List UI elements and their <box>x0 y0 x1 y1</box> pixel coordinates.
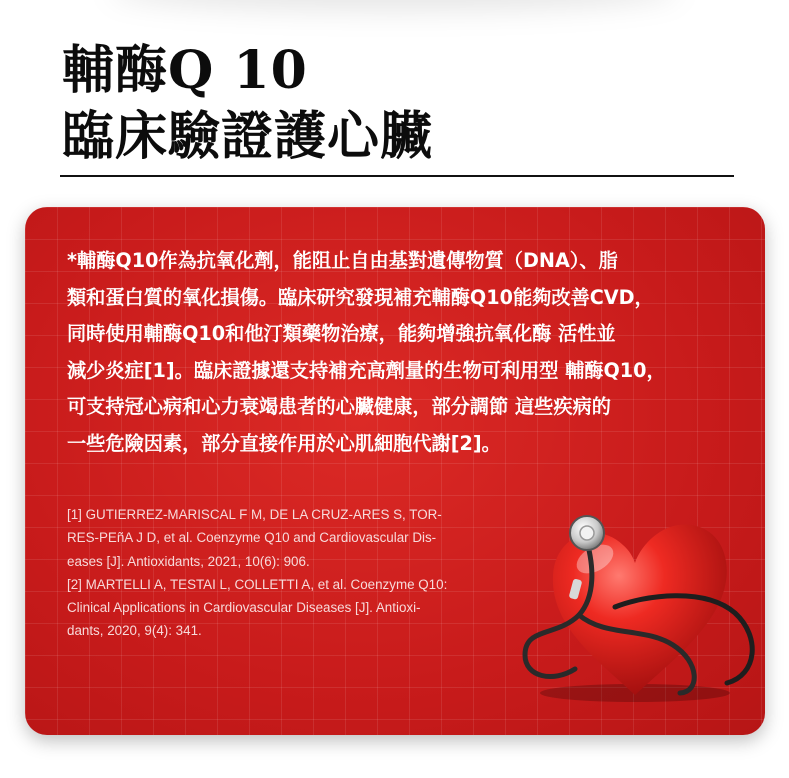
title-divider <box>60 175 734 177</box>
heart-stethoscope-icon <box>495 487 755 707</box>
reference-line: [2] MARTELLI A, TESTAI L, COLLETTI A, et al. Coenzyme Q10: <box>67 576 448 592</box>
reference-line: eases [J]. Antioxidants, 2021, 10(6): 906. <box>67 553 310 569</box>
page-title <box>62 38 433 170</box>
body-line: 可支持冠心病和心力衰竭患者的心臟健康，部分調節 這些疾病的 <box>67 395 611 418</box>
reference-line: RES-PEñA J D, et al. Coenzyme Q10 and Cardiovascular Dis- <box>67 530 437 546</box>
body-line: 一些危險因素，部分直接作用於心肌細胞代謝[2]。 <box>67 431 501 455</box>
reference-line: Clinical Applications in Cardiovascular Diseases [J]. Antioxi- <box>67 600 421 616</box>
title-line-1: 輔酶Q 10 <box>62 40 308 101</box>
title-line-2: 臨床驗證護心臟 <box>62 106 434 167</box>
info-card <box>25 207 765 735</box>
card-body-text <box>67 243 747 462</box>
body-line: *輔酶Q10作為抗氧化劑，能阻止自由基對遺傳物質（DNA）、脂 <box>67 249 618 272</box>
reference-line: dants, 2020, 9(4): 341. <box>67 623 202 639</box>
body-line: 減少炎症[1]。臨床證據還支持補充高劑量的生物可利用型 輔酶Q10， <box>67 358 666 382</box>
references <box>67 503 497 643</box>
body-line: 類和蛋白質的氧化損傷。臨床研究發現補充輔酶Q10能夠改善CVD， <box>67 285 654 309</box>
reference-line: [1] GUTIERREZ-MARISCAL F M, DE LA CRUZ-ARES S, TOR- <box>67 507 442 522</box>
top-decorative-shadow <box>110 0 679 10</box>
body-line: 同時使用輔酶Q10和他汀類藥物治療，能夠增強抗氧化酶 活性並 <box>67 322 616 345</box>
